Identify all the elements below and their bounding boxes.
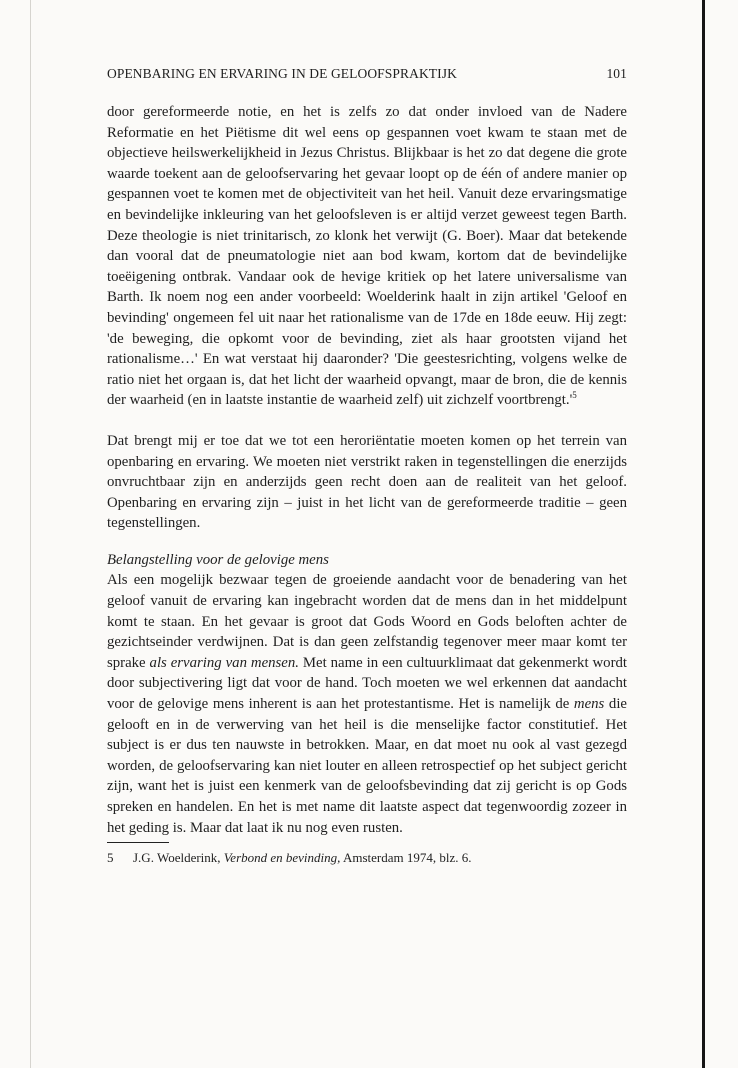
paragraph-2: Dat brengt mij er toe dat we tot een heroriëntatie moeten komen op het terrein van openbaring en ervaring. We moeten niet verstrikt raken in tegenstellingen die enerzijds onvruchtbaar zijn en anderzijds geen recht doen aan de realiteit van het geloof. Openbaring en ervaring zijn – juist in het licht van de gereformeerde traditie – geen tegenstellingen. — [107, 432, 627, 532]
footnote — [107, 849, 627, 867]
running-header-title: OPENBARING EN ERVARING IN DE GELOOFSPRAKTIJK — [107, 66, 457, 81]
paragraph-1-text: door gereformeerde notie, en het is zelfs zo dat onder invloed van de Nadere Reformatie en het Piëtisme dit wel eens op gespannen voet kwam te staan met de objectieve heilswerkelijkheid in Jezus Christus. Blijkbaar is het zo dat degene die grote waarde toekent aan de geloofservaring het gevaar loopt op de één of andere manier op gespannen voet te komen met de objectiviteit van het heil. Vanuit deze ervaringsmatige en bevindelijke inkleuring van het geloofsleven is er altijd verzet geweest tegen Barth. Deze theologie is niet trinitarisch, zo klonk het verwijt (G. Boer). Maar dat betekende dan vooral dat de pneumatologie niet aan bod kwam, kortom dat de bevindelijke toeëigening ontbrak. Vandaar ook de hevige kritiek op het latere universalisme van Barth. Ik noem nog een ander voorbeeld: Woelderink haalt in zijn artikel 'Geloof en bevinding' ongemeen fel uit naar het rationalisme van de 17de en 18de eeuw. Hij zegt: 'de beweging, die opkomt voor de bevinding, ziet als haar grootsten vijand het rationalisme…' En wat verstaat hij daaronder? 'Die geestesrichting, volgens welke de ratio niet het orgaan is, dat het licht der waarheid opvangt, maar de bron, die de kennis der waarheid (en in laatste instantie de waarheid zelf) uit zichzelf voortbrengt.' — [107, 104, 627, 409]
paragraph-3-part-3: die gelooft en in de verwerving van het heil is die menselijke factor constitutief. Het subject is er dus ten nauwste in betrokken. Maar, en dat moet nu ook al vast gezegd worden, de geloofservaring kan niet louter en alleen retrospectief op het subject gericht zijn, want het is juist een kenmerk van de geloofsbevinding dat zij gericht is op Gods spreken en handelen. En het is met name dit laatste aspect dat tegenwoordig zozeer in het geding is. Maar dat laat ik nu nog even rusten. — [107, 696, 627, 836]
paragraph-3-part-1: Als een mogelijk bezwaar tegen de groeiende aandacht voor de benadering van het geloof vanuit de ervaring kan ingebracht worden dat de mens dan in het middelpunt komt te staan. En het gevaar is groot dat Gods Woord en Gods beloften achter de gezichtseinder verdwijnen. Dat is dan geen zelfstandig tegenover meer maar komt ter sprake — [107, 572, 627, 671]
footnote-title: Verbond en bevinding, — [223, 850, 341, 866]
scan-left-edge — [30, 0, 31, 1068]
paragraph-1 — [107, 102, 627, 411]
book-page — [107, 66, 627, 867]
footnote-rest: Amsterdam 1974, blz. 6. — [340, 850, 472, 866]
page-number: 101 — [606, 66, 627, 81]
footnote-author: J.G. Woelderink, — [133, 850, 224, 866]
paragraph-3-part-2: Met name in een cultuurklimaat dat gekenmerkt wordt door subjectivering ligt dat voor de hand. Toch moeten we wel erkennen dat aandacht voor de gelovige mens inherent is aan het protestantisme. Het is namelijk de — [107, 654, 628, 713]
paragraph-3 — [107, 570, 627, 838]
scan-right-edge — [702, 0, 705, 1068]
section-heading: Belangstelling voor de gelovige mens — [107, 551, 329, 568]
footnote-reference: 5 — [572, 390, 577, 401]
footnote-number: 5 — [107, 850, 114, 866]
running-header — [107, 66, 627, 82]
footnote-separator — [107, 842, 169, 843]
paragraph-3-italic-2: mens — [573, 696, 605, 713]
paragraph-3-italic-1: als ervaring van mensen. — [149, 654, 299, 671]
